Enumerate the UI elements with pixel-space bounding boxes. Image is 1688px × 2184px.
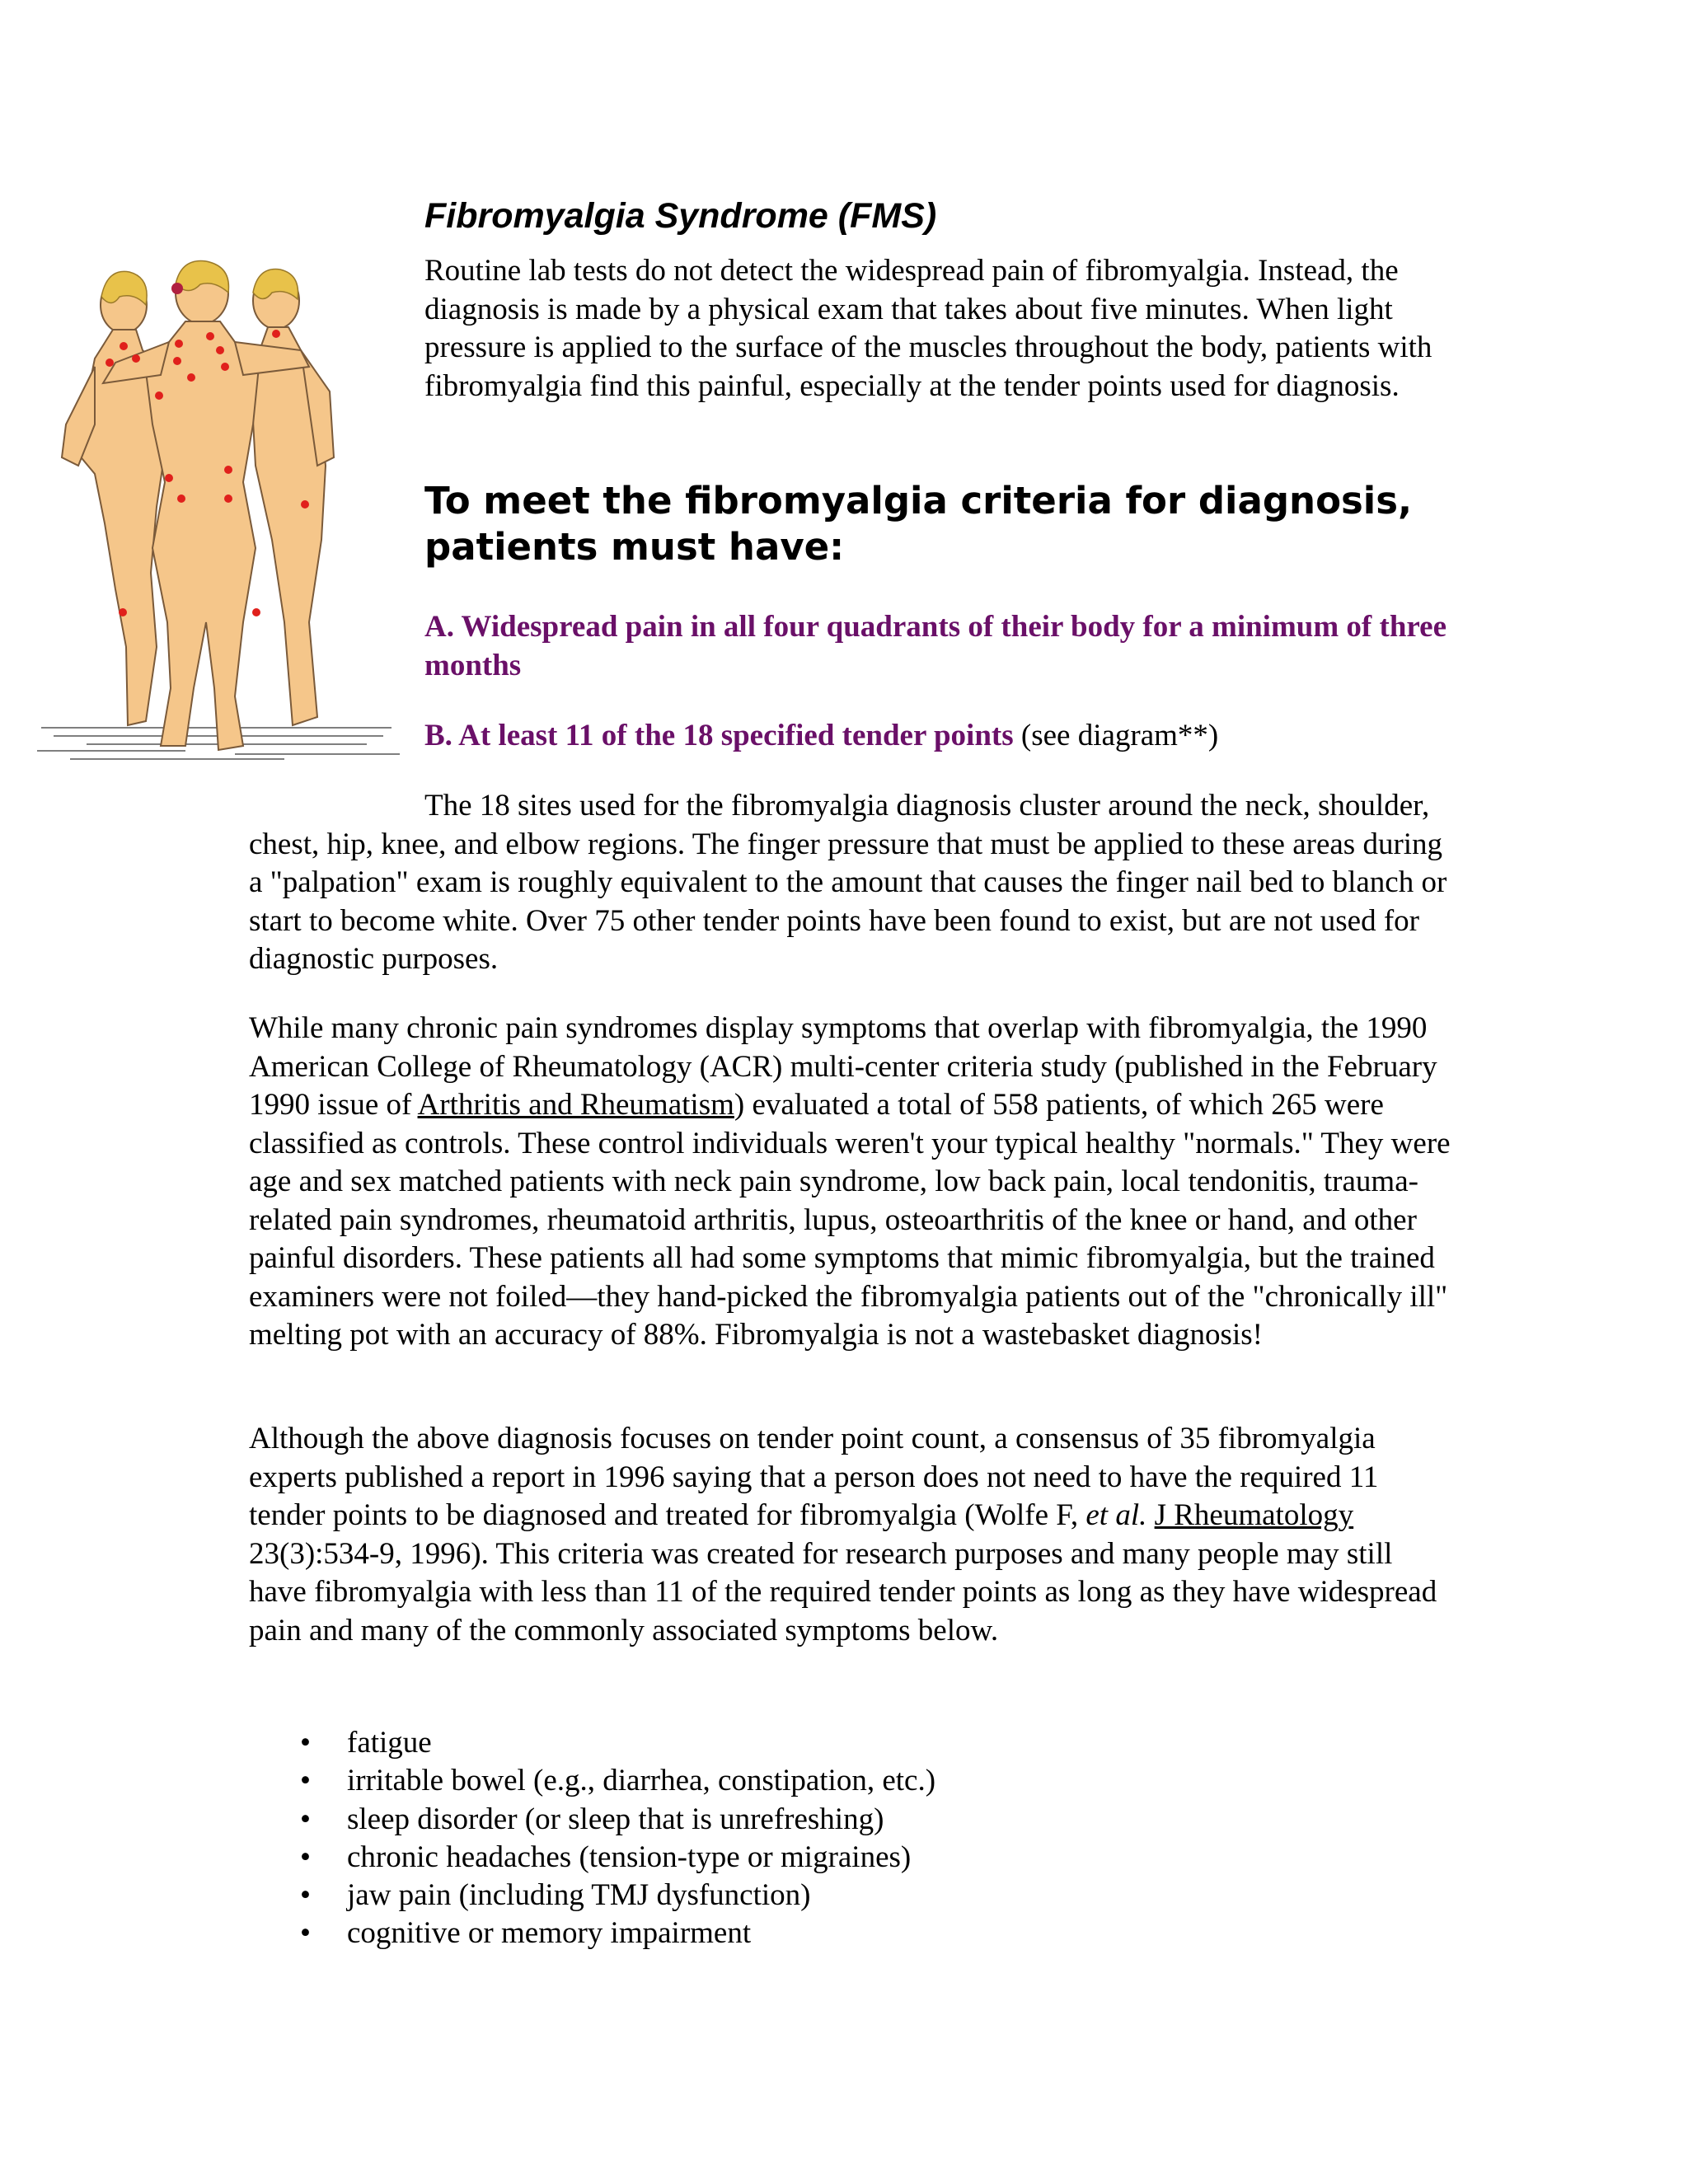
et-al: et al. <box>1085 1498 1147 1532</box>
symptom-text: jaw pain (including TMJ dysfunction) <box>347 1878 811 1913</box>
consensus-space <box>1146 1498 1154 1532</box>
acr-text-after: ) evaluated a total of 558 patients, of which 265 were classified as controls. These control individuals weren't your typical healthy "normals." They were age and sex matched patients with neck pain syndrome, low back pain, local tendonitis, trauma-related pain syndromes, rheumatoid arthritis, lupus, osteoarthritis of the knee or hand, and other painful disorders. These patients all had some symptoms that mimic fibromyalgia, but the trained examiners were not foiled—they hand-picked the fibromyalgia patients out of the "chronically ill" melting pot with an accuracy of 88%. Fibromyalgia is not a wastebasket diagnosis! <box>249 1088 1451 1352</box>
tender-sites-paragraph: The 18 sites used for the fibromyalgia diagnosis cluster around the neck, shoulder, chest, hip, knee, and elbow regions. The finger pressure that must be applied to these areas during a "palpation" exam is roughly equivalent to the amount that causes the finger nail bed to blanch or start to become white. Over 75 other tender points have been found to exist, but are not used for diagnostic purposes. <box>249 789 1447 976</box>
consensus-paragraph <box>249 1420 1452 1650</box>
bullet-icon: • <box>300 1764 311 1798</box>
symptom-list <box>249 1724 935 1953</box>
bullet-icon: • <box>300 1840 311 1874</box>
acr-text-before: While many chronic pain syndromes display symptoms that overlap with fibromyalgia, the 1990 American College of Rheumatology (ACR) multi-center criteria study (published in the February 1990 issue of <box>249 1011 1437 1122</box>
symptom-text: chronic headaches (tension-type or migraines) <box>347 1840 912 1874</box>
symptom-list-item <box>249 1915 935 1952</box>
tender-points-illustration <box>37 260 400 779</box>
intro-paragraph: Routine lab tests do not detect the widespread pain of fibromyalgia. Instead, the diagnosis is made by a physical exam that takes about five minutes. When light pressure is applied to the surface of the muscles throughout the body, patients with fibromyalgia find this painful, especially at the tender points used for diagnosis. <box>424 254 1432 403</box>
consensus-text-before: Although the above diagnosis focuses on tender point count, a consensus of 35 fibromyalgia experts published a report in 1996 saying that a person does not need to have the required 11 tender points to be diagnosed and treated for fibromyalgia (Wolfe F, <box>249 1422 1379 1532</box>
criteria-heading: To meet the fibromyalgia criteria for diagnosis, patients must have: <box>424 479 1413 569</box>
document-title: Fibromyalgia Syndrome (FMS) <box>424 196 937 236</box>
acr-study-paragraph <box>249 1010 1452 1355</box>
bullet-icon: • <box>300 1878 311 1913</box>
journal-link-arthritis[interactable]: Arthritis and Rheumatism <box>417 1088 734 1122</box>
symptom-list-item <box>249 1877 935 1915</box>
symptom-text: irritable bowel (e.g., diarrhea, constipation, etc.) <box>347 1764 936 1798</box>
symptom-text: fatigue <box>347 1726 432 1760</box>
bullet-icon: • <box>300 1802 311 1836</box>
symptom-text: sleep disorder (or sleep that is unrefreshing) <box>347 1802 884 1836</box>
bullet-icon: • <box>300 1916 311 1951</box>
symptom-list-item <box>249 1839 935 1877</box>
criterion-b-note: (see diagram**) <box>1013 719 1219 752</box>
criterion-b-label: B. At least 11 of the 18 specified tender points <box>424 719 1014 752</box>
symptom-list-item <box>249 1762 935 1800</box>
criterion-b <box>424 717 1451 756</box>
criterion-a: A. Widespread pain in all four quadrants of their body for a minimum of three months <box>424 610 1447 682</box>
bullet-icon: • <box>300 1726 311 1760</box>
symptom-text: cognitive or memory impairment <box>347 1916 752 1951</box>
symptom-list-item <box>249 1801 935 1839</box>
symptom-list-item <box>249 1724 935 1762</box>
journal-link-rheumatology[interactable]: J Rheumatology <box>1154 1498 1354 1532</box>
consensus-text-after: 23(3):534-9, 1996). This criteria was created for research purposes and many people may still have fibromyalgia with less than 11 of the required tender points as long as they have widespread pain and many of the commonly associated symptoms below. <box>249 1536 1437 1647</box>
